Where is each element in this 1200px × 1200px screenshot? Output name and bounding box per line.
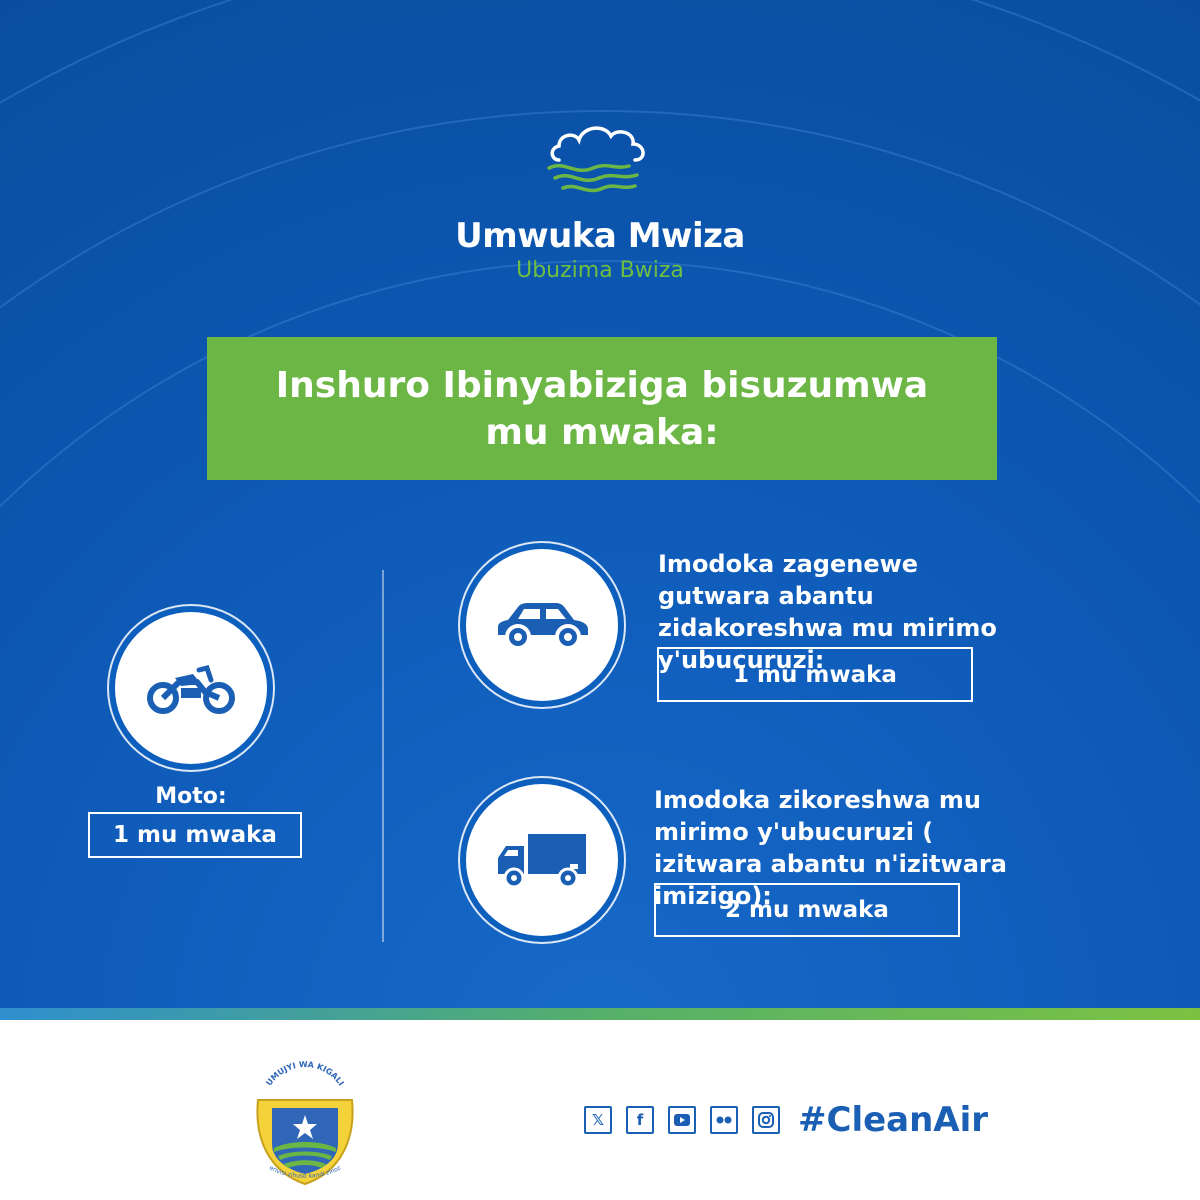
column-divider [382,570,384,942]
brand-subtitle: Ubuzima Bwiza [516,258,684,283]
motorcycle-value: 1 mu mwaka [88,812,302,858]
headline-text: Inshuro Ibinyabiziga bisuzumwa mu mwaka: [275,364,929,453]
hashtag-clean-air[interactable]: #CleanAir [798,1100,989,1140]
headline-banner [207,337,997,480]
motorcycle-icon [145,660,237,716]
car-circle [466,549,618,701]
motorcycle-circle [115,612,267,764]
instagram-icon[interactable] [752,1106,780,1134]
facebook-icon[interactable]: f [626,1106,654,1134]
brand-title: Umwuka Mwiza [455,216,745,256]
flickr-icon[interactable] [710,1106,738,1134]
private-car-value: 1 mu mwaka [657,647,973,702]
commercial-vehicle-label: Imodoka zikoreshwa mu mirimo y'ubucuruzi ( izitwara abantu n'izitwara imizigo): [654,786,1007,910]
brand-logo [0,120,1200,283]
truck-circle [466,784,618,936]
seal-top-text: UMUJYI WA KIGALI [264,1060,346,1088]
commercial-vehicle-value: 2 mu mwaka [654,883,960,937]
car-icon [492,597,592,653]
social-links [584,1100,988,1140]
footer-accent-strip [0,1008,1200,1020]
truck-icon [494,830,590,890]
motorcycle-label: Moto: [155,784,227,809]
youtube-icon[interactable] [668,1106,696,1134]
private-car-label: Imodoka zagenewe gutwara abantu zidakoreshwa mu mirimo y'ubucuruzi: [658,550,997,674]
x-icon[interactable]: 𝕏 [584,1106,612,1134]
city-seal-logo [250,1060,360,1190]
seal-bottom-text: erivisi zihuse kandi zinoz [267,1164,343,1180]
cloud-wind-icon [545,120,655,200]
